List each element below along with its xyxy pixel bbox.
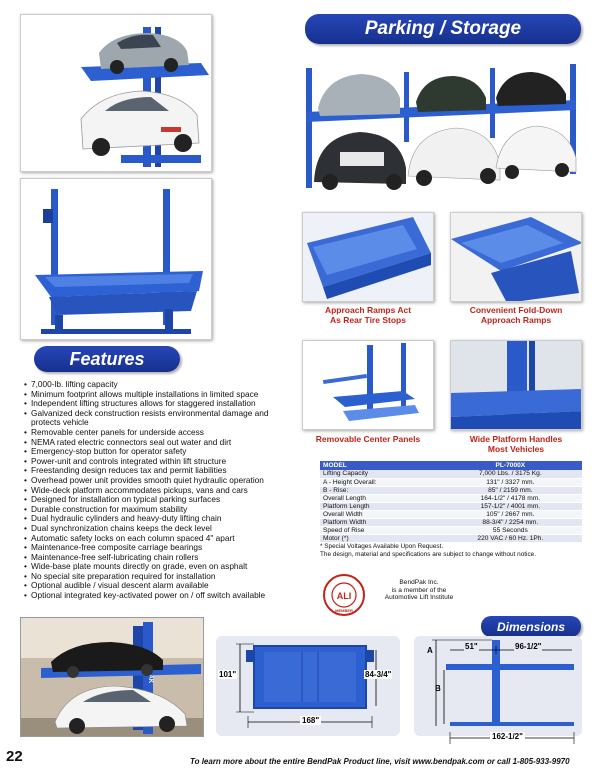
caption-line: Most Vehicles xyxy=(487,444,545,454)
photo-parking-rows xyxy=(300,56,582,198)
feature-item: • Designed for installation on typical parking surfaces xyxy=(24,495,298,505)
footer-url-link[interactable]: www.bendpak.com xyxy=(412,757,485,766)
feature-item: • Optional integrated key-activated power on / off switch available xyxy=(24,591,298,601)
spec-value: 131" / 3327 mm. xyxy=(439,478,582,486)
photo-center-panels xyxy=(302,340,434,430)
caption-wide-platform xyxy=(450,434,582,454)
ali-membership-text xyxy=(376,579,462,602)
photo-wide-platform xyxy=(450,340,582,430)
features-title: Features xyxy=(69,348,145,369)
spec-value: 164-1/2" / 4178 mm. xyxy=(439,494,582,502)
dimension-label-b: B xyxy=(435,684,441,693)
top-view-drawing xyxy=(216,636,400,754)
footer-brand: BendPak xyxy=(307,757,342,766)
features-banner xyxy=(34,346,180,372)
spec-table xyxy=(320,461,582,543)
feature-item: • Dual synchronization chains keeps the deck level xyxy=(24,524,298,534)
dimension-51: 51" xyxy=(465,642,478,651)
feature-item: • Galvanized deck construction resists environmental damage and protects vehicle xyxy=(24,409,298,428)
feature-item: • Minimum footprint allows multiple installations in limited space xyxy=(24,390,298,400)
dimension-168: 168" xyxy=(302,716,320,725)
footer-text-a: To learn more about the entire xyxy=(190,757,308,766)
spec-value: 157-1/2" / 4001 mm. xyxy=(439,502,582,510)
caption-line: Wide Platform Handles xyxy=(469,434,563,444)
photo-empty-lift xyxy=(20,178,212,340)
feature-item: • Maintenance-free self-lubricating chain rollers xyxy=(24,553,298,563)
caption-center-panels xyxy=(302,434,434,444)
caption-line: Approach Ramps xyxy=(480,315,552,325)
photo-approach-ramps xyxy=(302,212,434,302)
feature-item: • Removable center panels for underside access xyxy=(24,428,298,438)
spec-label: Lifting Capacity xyxy=(320,470,439,478)
spec-value: 88-3/4" / 2254 mm. xyxy=(439,519,582,527)
dimensions-title: Dimensions xyxy=(496,619,565,634)
table-row xyxy=(320,527,582,535)
dimension-84-3-4: 84-3/4" xyxy=(365,670,392,679)
photo-fold-down-ramps xyxy=(450,212,582,302)
feature-item: • Automatic safety locks on each column spaced 4" apart xyxy=(24,534,298,544)
caption-line: Convenient Fold-Down xyxy=(469,305,563,315)
photo-garage xyxy=(20,617,204,737)
dimension-162-1-2: 162-1/2" xyxy=(492,732,523,741)
spec-label: Platform Length xyxy=(320,502,439,510)
spec-value: 55 Seconds xyxy=(439,527,582,535)
spec-label: B - Rise: xyxy=(320,486,439,494)
spec-label: Overall Width xyxy=(320,510,439,518)
footer-text-c: or call 1-805-933-9970 xyxy=(484,757,570,766)
table-row xyxy=(320,535,582,543)
spec-label: Motor (*) xyxy=(320,535,439,543)
dimension-101: 101" xyxy=(219,670,237,679)
spec-value: 220 VAC / 60 Hz. 1Ph. xyxy=(439,535,582,543)
caption-line: As Rear Tire Stops xyxy=(330,315,406,325)
table-row xyxy=(320,478,582,486)
caption-line: Removable Center Panels xyxy=(315,434,421,444)
feature-item: • Independent lifting structures allows for staggered installation xyxy=(24,399,298,409)
side-view-drawing xyxy=(414,636,582,754)
feature-item: • 7,000-lb. lifting capacity xyxy=(24,380,298,390)
ali-logo-center: ALI xyxy=(336,591,352,601)
spec-value: 85" / 2159 mm. xyxy=(439,486,582,494)
table-row xyxy=(320,494,582,502)
spec-note-voltage: * Special Voltages Available Upon Request. xyxy=(320,543,444,551)
dimensions-banner xyxy=(481,616,581,637)
ali-text-line: is a member of the xyxy=(391,586,447,594)
features-list xyxy=(24,380,298,601)
feature-item: • Freestanding design reduces tax and permit liabilities xyxy=(24,466,298,476)
feature-item: • Wide-base plate mounts directly on grade, even on asphalt xyxy=(24,562,298,572)
spec-note-change: The design, material and specifications are subject to change without notice. xyxy=(320,551,536,559)
feature-item: • Emergency-stop button for operator safety xyxy=(24,447,298,457)
feature-item: • No special site preparation required for installation xyxy=(24,572,298,582)
feature-item: • Dual hydraulic cylinders and heavy-duty lifting chain xyxy=(24,514,298,524)
spec-table-block xyxy=(320,461,582,559)
photo-lift-with-cars xyxy=(20,14,212,172)
feature-item: • Overhead power unit provides smooth quiet hydraulic operation xyxy=(24,476,298,486)
spec-header-model-number: PL-7000X xyxy=(439,461,582,470)
table-row xyxy=(320,502,582,510)
spec-value: 7,000 Lbs. / 3175 Kg. xyxy=(439,470,582,478)
spec-label: A - Height Overall: xyxy=(320,478,439,486)
caption-fold-down-ramps xyxy=(450,305,582,325)
feature-item: • Power-unit and controls integrated within lift structure xyxy=(24,457,298,467)
footer-line xyxy=(190,757,594,766)
feature-item: • Maintenance-free composite carriage bearings xyxy=(24,543,298,553)
caption-approach-ramps xyxy=(302,305,434,325)
dimension-96-1-2: 96-1/2" xyxy=(515,642,542,651)
spec-label: Speed of Rise xyxy=(320,527,439,535)
ali-logo-bottom: MEMBER xyxy=(335,608,353,613)
ali-logo xyxy=(323,574,365,616)
feature-item: • NEMA rated electric connectors seal out water and dirt xyxy=(24,438,298,448)
caption-line: Approach Ramps Act xyxy=(324,305,412,315)
feature-item: • Optional audible / visual descent alarm available xyxy=(24,581,298,591)
dimension-label-a: A xyxy=(427,646,433,655)
table-row xyxy=(320,470,582,478)
spec-header-model: MODEL xyxy=(320,461,439,470)
feature-item: • Wide-deck platform accommodates pickups, vans and cars xyxy=(24,486,298,496)
spec-value: 105" / 2667 mm. xyxy=(439,510,582,518)
table-row xyxy=(320,510,582,518)
page-number: 22 xyxy=(6,748,23,765)
parking-storage-banner xyxy=(305,14,581,44)
ali-text-line: Automotive Lift Institute xyxy=(384,594,454,602)
feature-item: • Durable construction for maximum stability xyxy=(24,505,298,515)
footer-text-b: Product line, visit xyxy=(341,757,413,766)
spec-label: Platform Width xyxy=(320,519,439,527)
table-row xyxy=(320,486,582,494)
parking-storage-title: Parking / Storage xyxy=(364,18,522,39)
spec-label: Overall Length xyxy=(320,494,439,502)
table-row xyxy=(320,519,582,527)
ali-text-line: BendPak Inc. xyxy=(399,579,439,586)
